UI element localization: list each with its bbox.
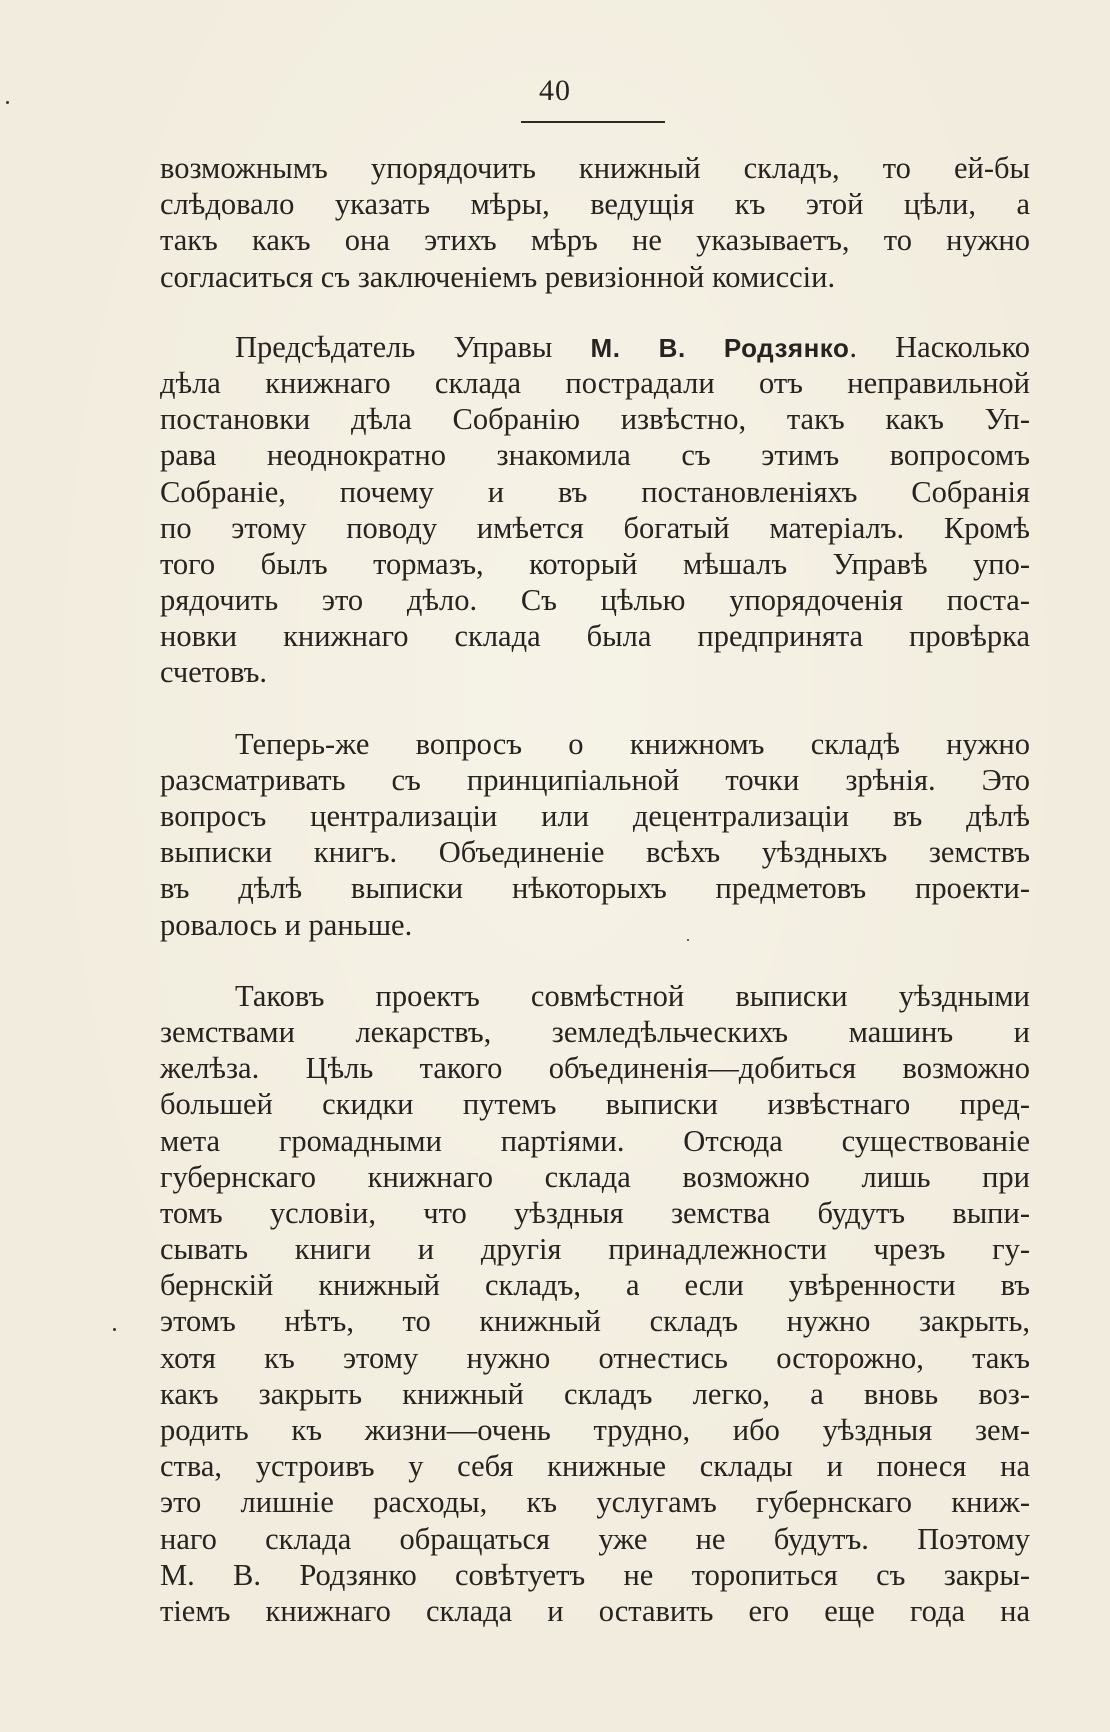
text-line: Теперь-же вопросъ о книжномъ складѣ нужно bbox=[235, 726, 1030, 761]
scan-speck bbox=[6, 101, 9, 104]
text-line: счетовъ. bbox=[160, 655, 268, 690]
text-line: мета громадными партіями. Отсюда существованіе bbox=[160, 1123, 1030, 1158]
text-line: земствами лекарствъ, земледѣльческихъ машинъ и bbox=[160, 1014, 1030, 1049]
text-line: выписки книгъ. Объединеніе всѣхъ уѣздныхъ земствъ bbox=[160, 835, 1030, 870]
text-line: хотя къ этому нужно отнестись осторожно, такъ bbox=[160, 1340, 1030, 1375]
text-line: Таковъ проектъ совмѣстной выписки уѣздными bbox=[235, 978, 1030, 1013]
text-line: Собраніе, почему и въ постановленіяхъ Собранія bbox=[160, 474, 1030, 509]
paragraph-1 bbox=[160, 150, 1030, 295]
text-line: большей скидки путемъ выписки извѣстнаго пред- bbox=[160, 1087, 1030, 1122]
text-line: М. В. Родзянко совѣтуетъ не торопиться съ закры- bbox=[160, 1557, 1030, 1592]
paragraph-4 bbox=[160, 978, 1030, 1629]
text-line: въ дѣлѣ выписки нѣкоторыхъ предметовъ проекти- bbox=[160, 871, 1030, 906]
page-number-rule bbox=[521, 121, 665, 123]
text-line: ства, устроивъ у себя книжные склады и понеся на bbox=[160, 1449, 1030, 1484]
text-line: новки книжнаго склада была предпринята провѣрка bbox=[160, 619, 1030, 654]
speaker-outro: . Насколько bbox=[849, 329, 1030, 364]
scan-speck bbox=[687, 939, 689, 941]
text-line: наго склада обращаться уже не будутъ. Поэтому bbox=[160, 1521, 1030, 1556]
text-line: это лишніе расходы, къ услугамъ губернскаго книж- bbox=[160, 1485, 1030, 1520]
text-line: желѣза. Цѣль такого объединенія—добиться возможно bbox=[160, 1051, 1030, 1086]
scan-speck bbox=[113, 1328, 116, 1331]
speaker-name: М. В. Родзянко bbox=[590, 332, 850, 363]
text-line: родить къ жизни—очень трудно, ибо уѣздныя зем- bbox=[160, 1413, 1030, 1447]
text-line: постановки дѣла Собранію извѣстно, такъ какъ Уп- bbox=[160, 402, 1030, 437]
text-line: губернскаго книжнаго склада возможно лишь при bbox=[160, 1159, 1030, 1194]
text-line: согласиться съ заключеніемъ ревизіонной комиссіи. bbox=[160, 259, 836, 294]
text-line: ровалось и раньше. bbox=[160, 907, 413, 942]
text-line: того былъ тормазъ, который мѣшалъ Управѣ упо- bbox=[160, 546, 1030, 581]
text-line: разсматривать съ принципіальной точки зрѣнія. Это bbox=[160, 762, 1030, 797]
text-line: бернскій книжный складъ, а если увѣренности въ bbox=[160, 1268, 1030, 1303]
text-line: тіемъ книжнаго склада и оставить его еще года на bbox=[160, 1593, 1030, 1628]
body-text bbox=[160, 150, 1030, 1629]
text-line: вопросъ централизаціи или децентрализаціи въ дѣлѣ bbox=[160, 799, 1030, 833]
text-line: этомъ нѣтъ, то книжный складъ нужно закрыть, bbox=[160, 1304, 1030, 1339]
text-line: томъ условіи, что уѣздныя земства будутъ выпи- bbox=[160, 1195, 1030, 1230]
text-line: рава неоднократно знакомила съ этимъ вопросомъ bbox=[160, 438, 1030, 473]
paragraph-3 bbox=[160, 726, 1030, 943]
text-line: возможнымъ упорядочить книжный складъ, то ей-бы bbox=[160, 151, 1030, 185]
text-line: слѣдовало указать мѣры, ведущія къ этой цѣли, а bbox=[160, 187, 1030, 222]
page-number: 40 bbox=[539, 74, 571, 107]
text-line: какъ закрыть книжный складъ легко, а вновь воз- bbox=[160, 1376, 1030, 1411]
paragraph-2 bbox=[160, 329, 1030, 691]
text-line: такъ какъ она этихъ мѣръ не указываетъ, то нужно bbox=[160, 223, 1030, 258]
text-line: дѣла книжнаго склада пострадали отъ неправильной bbox=[160, 365, 1030, 400]
text-line-with-speaker bbox=[160, 329, 1030, 365]
speaker-intro: Предсѣдатель Управы bbox=[235, 329, 591, 364]
text-line: рядочить это дѣло. Съ цѣлью упорядоченія поста- bbox=[160, 583, 1030, 618]
text-line: по этому поводу имѣется богатый матеріалъ. Кромѣ bbox=[160, 510, 1030, 545]
text-line: сывать книги и другія принадлежности чрезъ гу- bbox=[160, 1232, 1030, 1267]
